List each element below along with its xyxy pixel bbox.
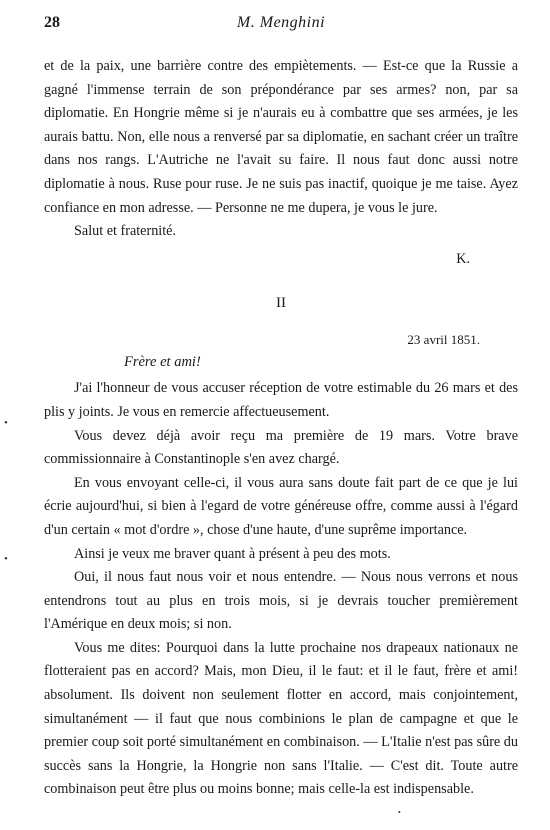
margin-speck: •	[398, 808, 401, 817]
page-number: 28	[44, 14, 60, 31]
page-header	[44, 14, 518, 36]
letter-paragraph-4: Ainsi je veux me braver quant à présent à peu des mots.	[74, 545, 391, 562]
letter-paragraph-1: J'ai l'honneur de vous accuser réception de votre estimable du 26 mars et des plis y joints. Je vous en remercie affectueusement.	[44, 380, 518, 420]
letter-paragraph-5: Oui, il nous faut nous voir et nous entendre. — Nous nous verrons et nous entendrons tout au plus en trois mois, si je devrais toucher premièrement l'Amérique en deux mois; si non.	[44, 569, 518, 633]
margin-speck: •	[4, 417, 8, 429]
letter-date: 23 avril 1851.	[407, 332, 480, 348]
letter-paragraph-3: En vous envoyant celle-ci, il vous aura sans doute fait part de ce que je lui écrie aujourd'hui, si bien à l'egard de votre généreuse offre, comme aussi à l'égard d'un certain « mot d'ordre », chose d'une haute, d'une suprême importance.	[44, 474, 518, 538]
letter-end-paragraph: et de la paix, une barrière contre des empiètements. — Est-ce que la Russie a gagné l'immense terrain de son prépondérance par ses armes? non, par sa diplomatie. En Hongrie même si je n'aurais eu à combattre que ses armées, je les aurais battu. Non, elle nous a renversé par sa diplomatie, en sachant créer un traître dans nos rangs. L'Autriche ne l'avait su faire. Il nous faut donc aussi notre diplomatie à nous. Ruse pour ruse. Je ne suis pas inactif, quoique je me taise. Ayez confiance en mon adresse. — Personne ne me dupera, je vous le jure.	[44, 58, 518, 216]
page-body	[44, 55, 518, 802]
section-number: II	[276, 295, 286, 312]
running-head: M. Menghini	[236, 14, 326, 31]
letter-closing: Salut et fraternité.	[74, 223, 177, 240]
letter-paragraph-2: Vous devez déjà avoir reçu ma première de 19 mars. Votre brave commissionnaire à Constantinople s'en avez chargé.	[44, 427, 518, 468]
letter-paragraph-6: Vous me dites: Pourquoi dans la lutte prochaine nos drapeaux nationaux ne flotteraient pas en accord? Mais, mon Dieu, il le faut: et il le faut, frère et ami! absolument. Ils doivent non seulement flotter en accord, mais conjointement, simultanément — il faut que nous combinions le plan de campagne et que le premier coup soit porté simultanément en combinaison. — L'Italie n'est pas sûre du succès sans la Hongrie, la Hongrie non sans l'Italie. — C'est dit. Toute autre combinaison peut être plus ou moins bonne; mais celle-la est indispensable.	[44, 639, 518, 798]
letter-greeting: Frère et ami!	[124, 354, 201, 371]
letter-signature: K.	[456, 250, 470, 267]
margin-speck: •	[4, 553, 8, 565]
